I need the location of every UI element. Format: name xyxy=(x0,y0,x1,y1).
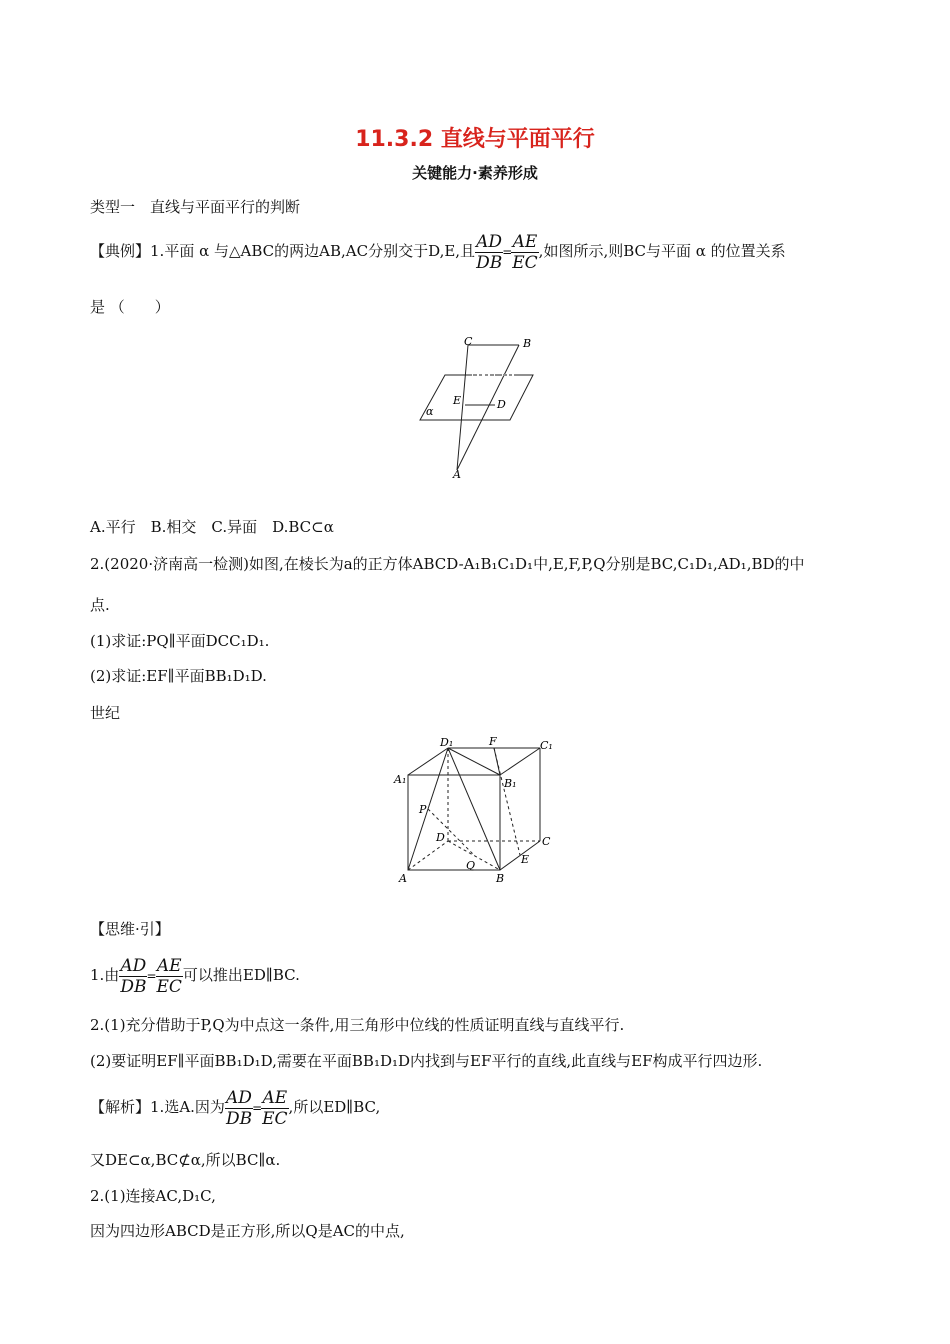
analysis-line1-text-cont: ,所以ED∥BC, xyxy=(288,1098,381,1116)
label-a1: A₁ xyxy=(394,773,407,786)
thinking-line1 xyxy=(90,954,300,997)
label-e: E xyxy=(521,853,530,866)
section-subtitle: 关键能力·素养形成 xyxy=(412,164,538,182)
fraction-ad-db xyxy=(119,956,147,997)
label-c: C xyxy=(542,835,551,848)
analysis-line1 xyxy=(90,1086,380,1129)
example-question-1 xyxy=(90,230,786,273)
fraction-ae-ec xyxy=(261,1088,288,1129)
label-c: C xyxy=(464,335,473,348)
fraction-numerator: AD xyxy=(120,955,147,976)
fraction-denominator: EC xyxy=(262,1108,288,1129)
question-2-line1: 2.(2020·济南高一检测)如图,在棱长为a的正方体ABCD-A₁B₁C₁D₁中,E,F,P,Q分别是BC,C₁D₁,AD₁,BD的中 xyxy=(90,555,805,573)
fraction-numerator: AD xyxy=(226,1087,252,1108)
thinking-line3: (2)要证明EF∥平面BB₁D₁D,需要在平面BB₁D₁D内找到与EF平行的直线,此直线与EF构成平行四边形. xyxy=(90,1052,763,1070)
question-1-line2: 是 （ ） xyxy=(90,298,170,316)
label-d: D xyxy=(497,398,506,411)
thinking-label: 【思维·引】 xyxy=(90,920,170,938)
fraction-numerator: AE xyxy=(262,1087,288,1108)
thinking-line1-text: 1.由 xyxy=(90,966,120,984)
fraction-denominator: DB xyxy=(225,1108,253,1129)
question-2-note: 世纪 xyxy=(90,704,121,722)
label-q: Q xyxy=(466,859,476,872)
thinking-line1-text-cont: 可以推出ED∥BC. xyxy=(182,966,300,984)
equals-sign: = xyxy=(252,1101,263,1115)
analysis-line1-text: 1.选A.因为 xyxy=(150,1098,225,1116)
label-d1: D₁ xyxy=(440,736,454,749)
label-b: B xyxy=(523,337,532,350)
question-2-line2: 点. xyxy=(90,596,110,614)
example-label: 【典例】 xyxy=(90,242,151,260)
question-2-part2: (2)求证:EF∥平面BB₁D₁D. xyxy=(90,667,267,685)
question-2-part1: (1)求证:PQ∥平面DCC₁D₁. xyxy=(90,632,270,650)
label-alpha: α xyxy=(426,405,434,418)
analysis-line4: 因为四边形ABCD是正方形,所以Q是AC的中点, xyxy=(90,1222,405,1240)
fraction-numerator: AD xyxy=(476,231,503,252)
fraction-ad-db xyxy=(225,1088,253,1129)
page-title: 11.3.2 直线与平面平行 xyxy=(355,127,595,152)
fraction-denominator: EC xyxy=(512,252,538,273)
label-c1: C₁ xyxy=(540,739,553,752)
fraction-ad-db xyxy=(475,232,503,273)
figure-plane-triangle xyxy=(410,330,550,480)
question-1-text-cont: ,如图所示,则BC与平面 α 的位置关系 xyxy=(538,242,786,260)
fraction-ae-ec xyxy=(156,956,183,997)
fraction-numerator: AE xyxy=(512,231,538,252)
analysis-line3: 2.(1)连接AC,D₁C, xyxy=(90,1187,216,1205)
type-heading: 类型一 直线与平面平行的判断 xyxy=(90,198,301,216)
fraction-denominator: EC xyxy=(156,976,182,997)
label-b: B xyxy=(496,872,505,885)
analysis-label: 【解析】 xyxy=(90,1098,151,1116)
equals-sign: = xyxy=(146,969,157,983)
figure-cube xyxy=(390,733,570,888)
label-a: A xyxy=(453,468,461,480)
equals-sign: = xyxy=(502,245,513,259)
fraction-numerator: AE xyxy=(156,955,182,976)
fraction-denominator: DB xyxy=(476,252,503,273)
analysis-line2: 又DE⊂α,BC⊄α,所以BC∥α. xyxy=(90,1151,281,1169)
answer-options: A.平行 B.相交 C.异面 D.BC⊂α xyxy=(90,518,334,536)
question-1-text: 1.平面 α 与△ABC的两边AB,AC分别交于D,E,且 xyxy=(150,242,476,260)
fraction-ae-ec xyxy=(511,232,538,273)
label-b1: B₁ xyxy=(504,777,517,790)
label-d: D xyxy=(436,831,445,844)
label-e: E xyxy=(453,394,462,407)
label-p: P xyxy=(419,803,427,816)
fraction-denominator: DB xyxy=(120,976,147,997)
label-a: A xyxy=(399,872,407,885)
thinking-line2: 2.(1)充分借助于P,Q为中点这一条件,用三角形中位线的性质证明直线与直线平行. xyxy=(90,1016,625,1034)
label-f: F xyxy=(489,735,497,748)
